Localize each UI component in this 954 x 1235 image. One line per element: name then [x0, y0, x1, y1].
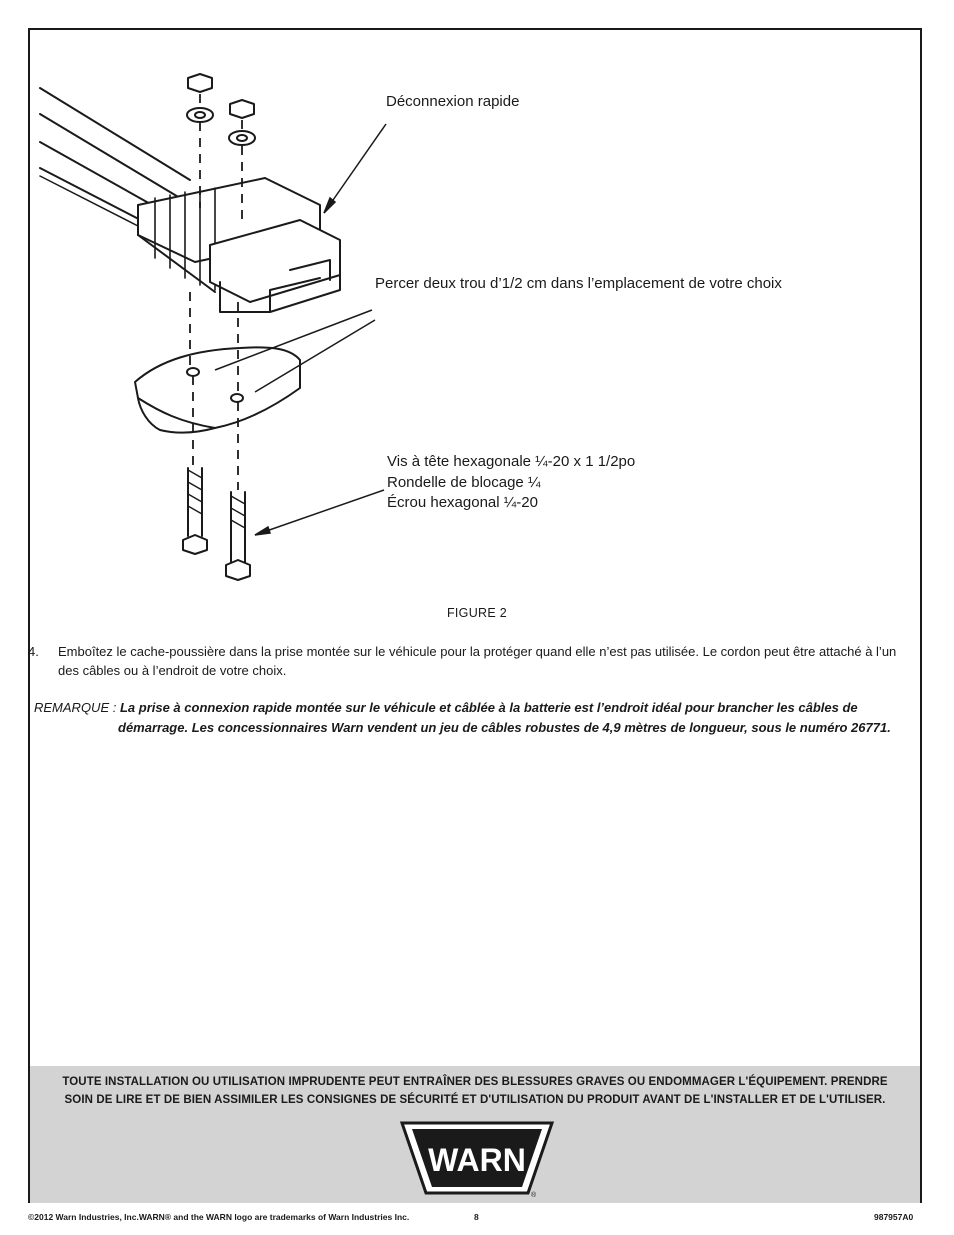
callout-hexagon-bolt: Vis à tête hexagonale ¼-20 x 1 1/2po [387, 453, 636, 470]
quick-disconnect-illustration [30, 30, 924, 630]
figure-caption: FIGURE 2 [446, 606, 508, 620]
callout-lock-washer: Rondelle de blocage ¼ [387, 474, 541, 491]
note-block [34, 698, 926, 737]
warn-logo-text: WARN [428, 1142, 526, 1178]
warning-line-2: SOIN DE LIRE ET DE BIEN ASSIMILER LES CONSIGNES DE SÉCURITÉ ET D'UTILISATION DU PRODUIT AVANT DE L'INSTALLER ET DE L'UTILISER. [64, 1094, 886, 1106]
callout-quick-disconnect: Déconnexion rapide [386, 93, 520, 110]
footer-doc-number: 987957A0 [874, 1212, 914, 1222]
warning-line-1: TOUTE INSTALLATION OU UTILISATION IMPRUDENTE PEUT ENTRAÎNER DES BLESSURES GRAVES OU ENDOMMAGER L'ÉQUIPEMENT. PRENDRE [62, 1076, 888, 1088]
page-frame [28, 28, 922, 1203]
footer-copyright: ©2012 Warn Industries, Inc.WARN® and the WARN logo are trademarks of Warn Industries Inc. [28, 1212, 410, 1222]
note-text: La prise à connexion rapide montée sur le véhicule et câblée à la batterie est l’endroit idéal pour brancher les câbles de démarrage. Les concessionnaires Warn vendent un jeu de câbles robustes de 4,9 mètres de longueur, sous le numéro 26771. [118, 700, 891, 735]
step-text: Emboîtez le cache-poussière dans la prise montée sur le véhicule pour la protéger quand elle n’est pas utilisée. Le cordon peut être attaché à l’un des câbles ou à l’endroit de votre choix. [58, 644, 897, 678]
note-label: REMARQUE : [34, 700, 117, 715]
figure-2-diagram [30, 30, 924, 630]
warn-logo-badge [400, 1121, 554, 1199]
note-body [34, 698, 926, 737]
warn-logo-registered-mark: ® [531, 1192, 537, 1199]
callout-hex-nut: Écrou hexagonal ¼-20 [387, 494, 538, 511]
step-number: 4. [28, 644, 39, 659]
safety-warning-box [30, 1066, 920, 1203]
footer-page-number: 8 [474, 1212, 479, 1222]
warn-logo [400, 1121, 554, 1199]
callout-drill-holes: Percer deux trou d’1/2 cm dans l’emplacement de votre choix [375, 275, 782, 292]
safety-warning-text [30, 1073, 920, 1109]
